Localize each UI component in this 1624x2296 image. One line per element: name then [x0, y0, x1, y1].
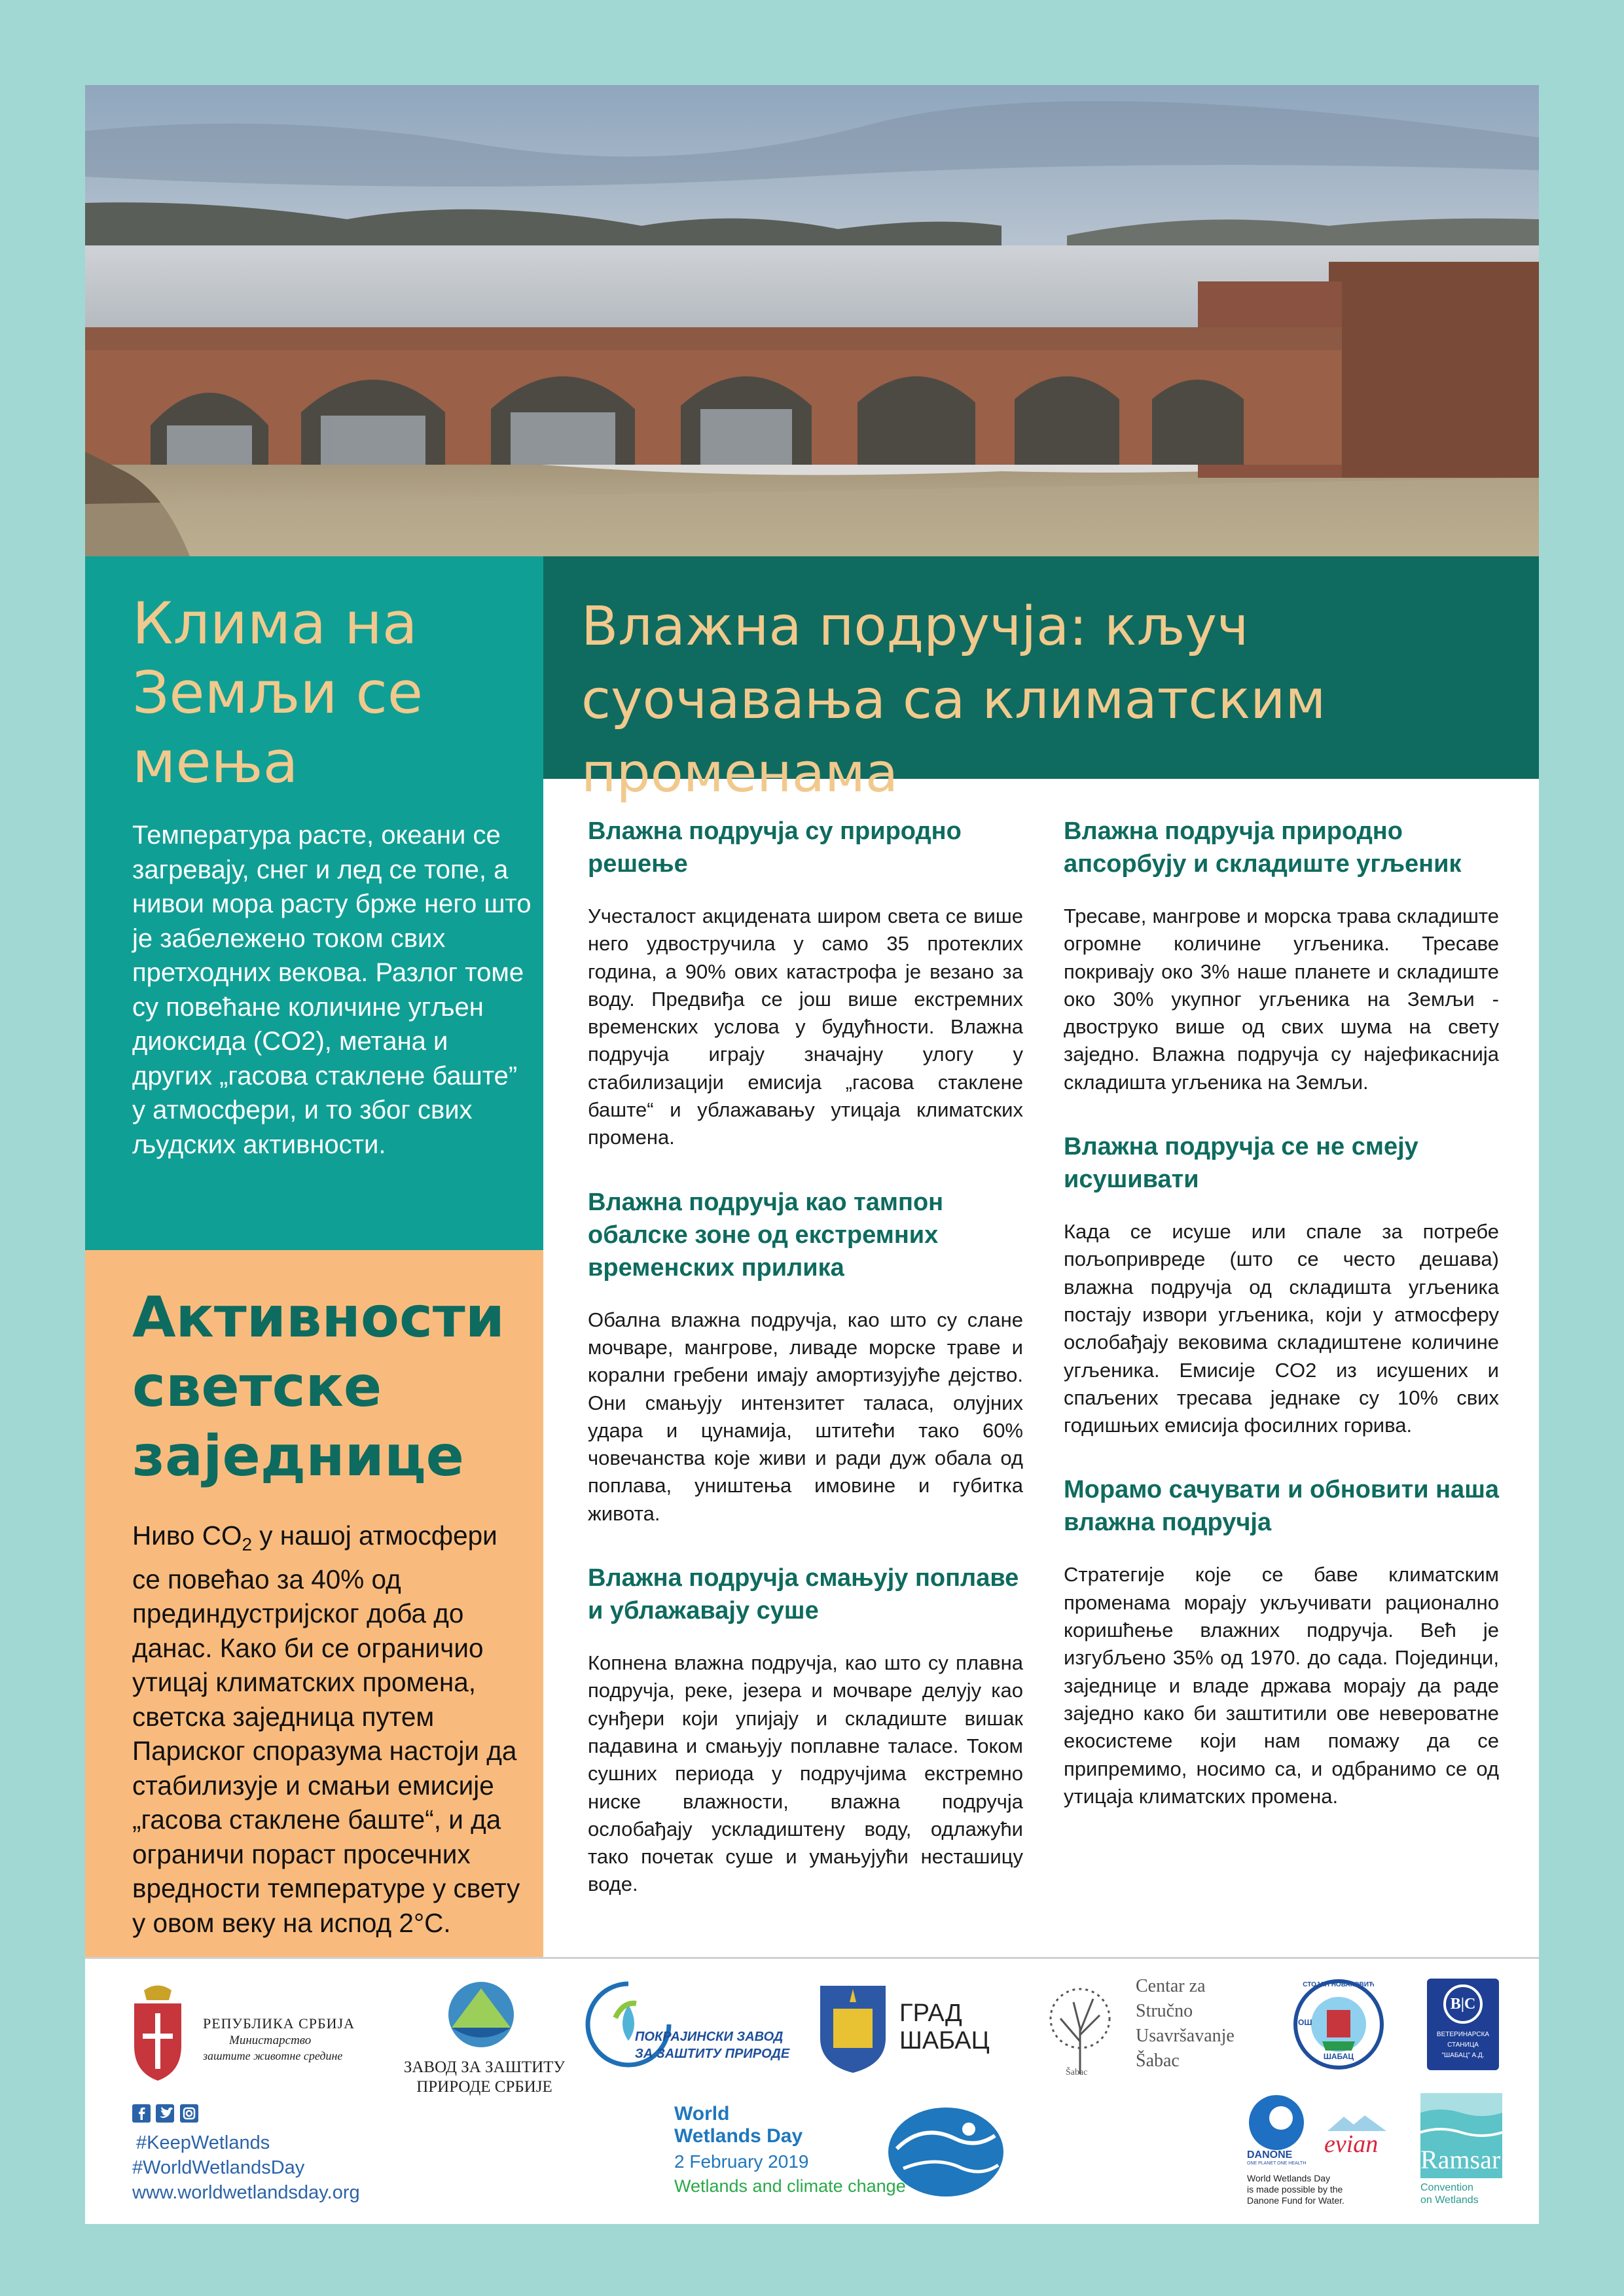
- ramsar-sub-l1: Convention: [1420, 2182, 1473, 2193]
- facebook-icon[interactable]: [132, 2104, 151, 2123]
- provincial-institute-line2: ЗА ЗАШТИТУ ПРИРОДЕ: [635, 2047, 790, 2061]
- social-icons: [132, 2104, 198, 2126]
- co2-prefix: Ниво CO: [132, 1520, 242, 1551]
- mountain-drop-icon: [445, 1979, 517, 2051]
- section-heading: Влажна подручја као тампон обалске зоне од екстремних временских прилика: [588, 1188, 944, 1282]
- ramsar-label: Ramsar: [1420, 2145, 1501, 2174]
- sabac-coat-of-arms-icon: [817, 1982, 889, 2074]
- section-heading: Влажна подручја смањују поплаве и ублажавају суше: [588, 1564, 1019, 1625]
- ministry-logo-line1: РЕПУБЛИКА СРБИЈА: [203, 2015, 355, 2032]
- ministry-logo-line3: заштите животне средине: [203, 2049, 343, 2062]
- section-heading: Влажна подручја се не смеју исушивати: [1064, 1133, 1418, 1194]
- vet-line1: ВЕТЕРИНАРСКА: [1436, 2031, 1490, 2038]
- section-body: Учесталост акцидената широм света се више него удвостручила у само 35 протеклих година, а 90% ових катастрофа је везано за воду. Предвиђа се још више екстремних временских услова у будућности. Влажна подручја играју значајну улогу у стабилизацији емисија „гасова стаклене баште“ и ублажавању утицаја климатских промена.: [588, 905, 1023, 1149]
- global-actions-panel: [85, 1250, 543, 1957]
- nature-institute-line2: ПРИРОДЕ СРБИЈЕ: [416, 2078, 552, 2096]
- wwd-theme: Wetlands and climate change: [674, 2176, 906, 2196]
- vet-line3: "ШАБАЦ" А.Д.: [1441, 2052, 1485, 2059]
- poster: [85, 85, 1539, 2224]
- section-body: Тресаве, мангрове и морска трава складиште огромне количине угљеника. Тресаве покривају око 3% наше планете и складиште око 30% укупног угљеника на Земљи - двоструко више од свих шума на свету заједно. Влажна подручја су најефикаснија складишта угљеника на Земљи.: [1064, 905, 1499, 1094]
- footer-logos: [85, 1957, 1539, 2224]
- ramsar-sub-l2: on Wetlands: [1420, 2195, 1479, 2206]
- hashtag-worldwetlandsday[interactable]: #WorldWetlandsDay: [132, 2157, 305, 2178]
- hero-photo-fortress-bridge: [85, 85, 1539, 556]
- danone-note-l3: Danone Fund for Water.: [1247, 2195, 1344, 2206]
- vet-line2: СТАНИЦА: [1447, 2041, 1479, 2049]
- main-title: Влажна подручја: кључ суочавања са климатским променама: [581, 596, 1326, 804]
- wwd-date: 2 February 2019: [674, 2151, 809, 2172]
- world-wetlands-day-logo: [674, 2103, 1015, 2221]
- website-link[interactable]: www.worldwetlandsday.org: [132, 2182, 360, 2203]
- section-body: Стратегије које се баве климатским променама морају укључивати рационално коришћење влажних подручја. Већ је изгубљено 35% од 1970. до сада. Појединци, заједнице и владе држава морају да раде заједно како би заштитили ове невероватне екосистеме који нам помажу да се припремимо, носимо са, и одбранимо се од утицаја климатских промена.: [1064, 1563, 1499, 1808]
- article-column-1: [588, 815, 1023, 1933]
- training-center-line3: Usavršavanje: [1136, 2026, 1235, 2046]
- hashtag-keepwetlands[interactable]: #KeepWetlands: [136, 2132, 270, 2153]
- evian-label: evian: [1324, 2130, 1379, 2158]
- school-name-bottom: ШАБАЦ: [1323, 2052, 1354, 2061]
- article-column-2: [1064, 815, 1499, 1844]
- danone-tagline: ONE PLANET ONE HEALTH: [1247, 2161, 1307, 2166]
- school-stojan-novakovic-logo: [1293, 1979, 1391, 2077]
- section-body: Када се исуше или спале за потребе пољопривреде (што се често дешава) влажна подручја од складишта угљеника постају извори угљеника, који у атмосферу ослобађају вековима складиштене количине угљеника. Емисије CO2 из исушених и спаљених тресава једнаке су 10% свих годишњих емисија фосилних горива.: [1064, 1220, 1499, 1437]
- intro-title: Клима на Земљи се мења: [132, 590, 424, 796]
- global-actions-text: [132, 1518, 532, 1940]
- nature-institute-line1: ЗАВОД ЗА ЗАШТИТУ: [403, 2058, 566, 2076]
- wwd-title-line1: World: [674, 2103, 730, 2125]
- intro-text: Температура расте, океани се загревају, снег и лед се топе, а нивои мора расту брже него што је забележено током свих претходних векова. Разлог томе су повећане количине угљен диоксида (CO2), метана и других „гасова стаклене баште” у атмосфери, и то због свих људских активности.: [132, 821, 532, 1159]
- danone-child-icon: [1247, 2093, 1306, 2152]
- danone-label: DANONE: [1247, 2149, 1293, 2161]
- ramsar-logo: [1420, 2093, 1506, 2211]
- nature-protection-institute-logo: [373, 1979, 596, 2109]
- training-center-line2: Stručno: [1136, 2001, 1193, 2021]
- city-sabac-line1: ГРАД: [899, 2000, 962, 2027]
- vet-emblem-mark: B|C: [1450, 1996, 1476, 2013]
- section-body: Обална влажна подручја, као што су слане мочваре, мангрове, ливаде морске траве и корални гребени имају амортизујуће дејство. Они смањују интензитет таласа, олујних удара и цунамија, штитећи тако 60% човечанства које живи и ради дуж обала од поплава, уништења имовине и губитка живота.: [588, 1308, 1023, 1525]
- veterinary-station-logo: [1427, 1979, 1499, 2070]
- section-body: Копнена влажна подручја, као што су плавна подручја, реке, језера и мочваре делују као сунђери који упијају и складиште вишак падавина и смањују поплавне таласе. Током сушних периода у подручјима екстремно ниске влажности, влажна подручја ослобађају ускладиштену воду, одлажући тако почетак суше и умањујући несташицу воде.: [588, 1651, 1023, 1896]
- provincial-institute-line1: ПОКРАЈИНСКИ ЗАВОД: [635, 2030, 784, 2044]
- training-center-line4: Šabac: [1136, 2051, 1180, 2071]
- twitter-icon[interactable]: [156, 2104, 174, 2123]
- school-name-top: СТОЈАН НОВАКОВИЋ: [1303, 1981, 1375, 1988]
- danone-evian-block: [1247, 2093, 1404, 2217]
- training-center-small: Šabac: [1066, 2068, 1088, 2077]
- serbia-coat-of-arms-icon: [131, 1984, 185, 2082]
- section-heading: Морамо сачувати и обновити наша влажна подручја: [1064, 1476, 1499, 1537]
- co2-subscript: 2: [242, 1534, 253, 1555]
- danone-note-l2: is made possible by the: [1247, 2184, 1343, 2195]
- training-center-logo: [1034, 1976, 1296, 2094]
- ministry-logo: [131, 1977, 406, 2089]
- tree-icon: [1034, 1982, 1126, 2081]
- danone-note-l1: World Wetlands Day: [1247, 2173, 1331, 2183]
- global-actions-rest: у нашој атмосфери се повећао за 40% од прединдустријског доба до данас. Како би се ограничио утицај климатских промена, светска заједница путем Париског споразума настоји да стабилизује и смањи емисије „гасова стаклене баште“, и да ограничи пораст просечних вредности температуре у свету у овом веку на испод 2°C.: [132, 1520, 520, 1938]
- city-sabac-line2: ШАБАЦ: [899, 2027, 990, 2054]
- title-band: [543, 556, 1539, 804]
- school-side-mark: ОШ: [1298, 2018, 1312, 2027]
- city-sabac-logo: [817, 1982, 1000, 2081]
- hashtags-block: [132, 2130, 360, 2205]
- section-heading: Влажна подручја природно апсорбују и складиште угљеник: [1064, 817, 1462, 878]
- training-center-line1: Centar za: [1136, 1976, 1206, 1996]
- instagram-icon[interactable]: [180, 2104, 198, 2123]
- section-heading: Влажна подручја су природно решење: [588, 817, 962, 878]
- provincial-institute-logo: [583, 1979, 805, 2083]
- global-actions-title: Активности светске заједнице: [132, 1285, 505, 1489]
- wwd-title-line2: Wetlands Day: [674, 2125, 803, 2147]
- ministry-logo-line2: Министарство: [229, 2034, 312, 2047]
